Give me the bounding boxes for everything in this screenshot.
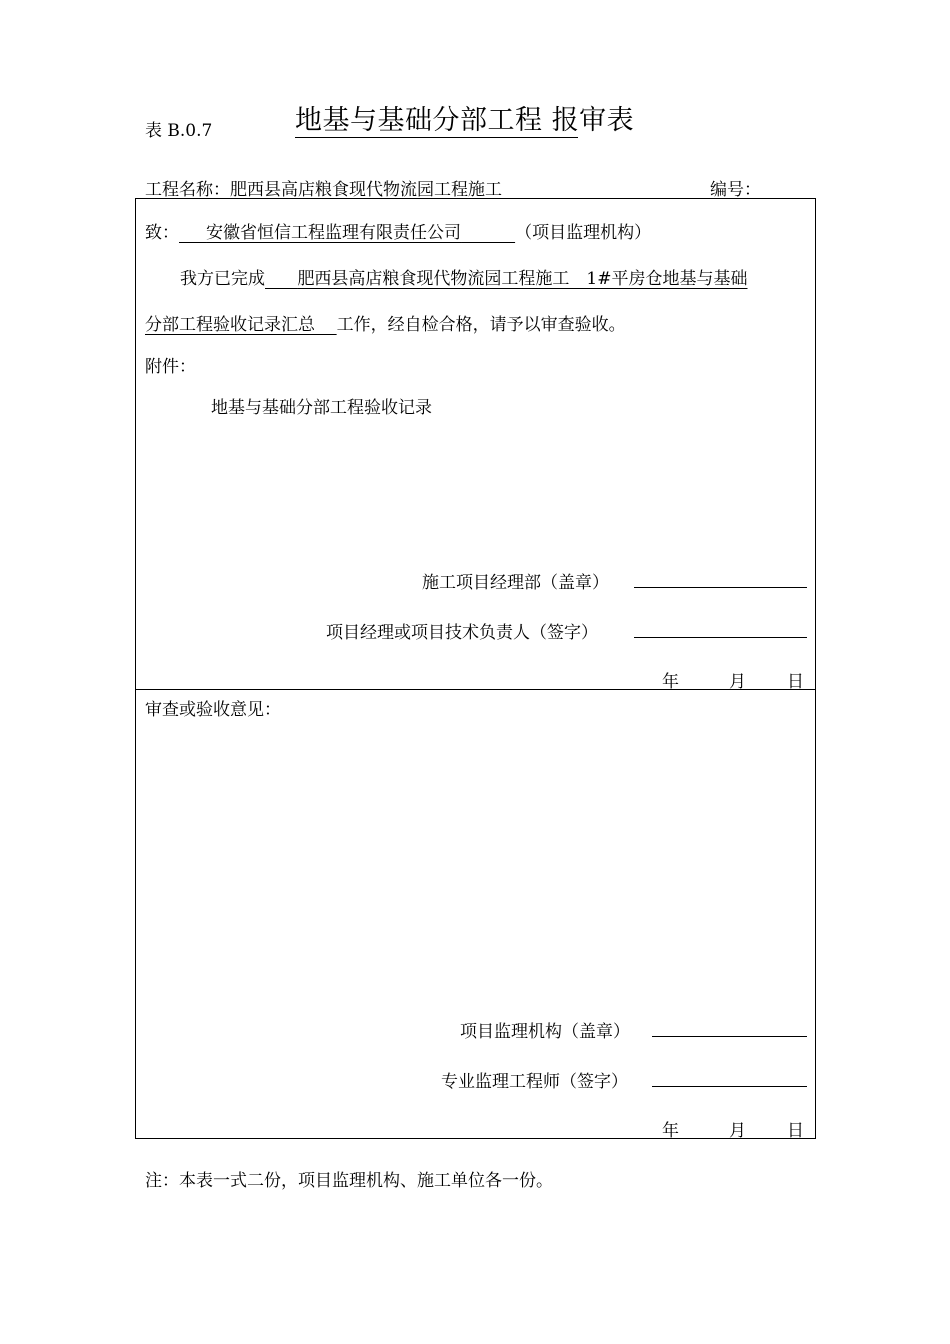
supervisor-sign-line bbox=[652, 1086, 807, 1087]
submission-month: 月 bbox=[729, 672, 746, 692]
submission-year: 年 bbox=[662, 672, 679, 692]
to-line bbox=[145, 218, 651, 243]
project-name-row bbox=[145, 175, 502, 200]
form-table bbox=[135, 198, 816, 1139]
contractor-sign-label: 项目经理或项目技术负责人（签字） bbox=[326, 623, 598, 643]
body-work-2: 分部工程验收记录汇总 bbox=[145, 315, 315, 335]
title-underline bbox=[295, 137, 578, 138]
supervisor-sign-label: 专业监理工程师（签字） bbox=[441, 1072, 628, 1092]
to-label: 致： bbox=[145, 223, 179, 243]
contractor-sign-line bbox=[634, 637, 807, 638]
to-role: （项目监理机构） bbox=[515, 223, 652, 243]
review-day: 日 bbox=[787, 1121, 804, 1141]
form-number: 表 B.0.7 bbox=[145, 121, 213, 141]
opinion-label: 审查或验收意见： bbox=[145, 700, 281, 720]
title-main: 地基与基础分部工程 bbox=[295, 105, 543, 136]
body-work-1: 肥西县高店粮食现代物流园工程施工 1#平房仓地基与基础 bbox=[297, 269, 748, 289]
title-suffix: 报审表 bbox=[551, 105, 635, 136]
review-year: 年 bbox=[662, 1121, 679, 1141]
body-line-1 bbox=[180, 264, 748, 289]
contractor-stamp-line bbox=[634, 587, 807, 588]
review-month: 月 bbox=[729, 1121, 746, 1141]
body-suffix: 工作，经自检合格，请予以审查验收。 bbox=[336, 315, 626, 335]
contractor-stamp-label: 施工项目经理部（盖章） bbox=[422, 573, 609, 593]
page-title bbox=[295, 98, 634, 137]
footer-note: 注：本表一式二份，项目监理机构、施工单位各一份。 bbox=[145, 1171, 553, 1191]
body-line-2 bbox=[145, 310, 626, 335]
project-name: 肥西县高店粮食现代物流园工程施工 bbox=[230, 180, 502, 200]
body-prefix: 我方已完成 bbox=[180, 269, 265, 289]
submission-day: 日 bbox=[787, 672, 804, 692]
supervisor-stamp-label: 项目监理机构（盖章） bbox=[460, 1022, 630, 1042]
section-divider bbox=[135, 689, 816, 690]
attachment-label: 附件： bbox=[145, 357, 196, 377]
attachment-item: 地基与基础分部工程验收记录 bbox=[211, 398, 432, 418]
supervisor-stamp-line bbox=[652, 1036, 807, 1037]
to-org: 安徽省恒信工程监理有限责任公司 bbox=[206, 223, 462, 243]
number-label: 编号： bbox=[710, 180, 761, 200]
project-label: 工程名称： bbox=[145, 180, 230, 200]
